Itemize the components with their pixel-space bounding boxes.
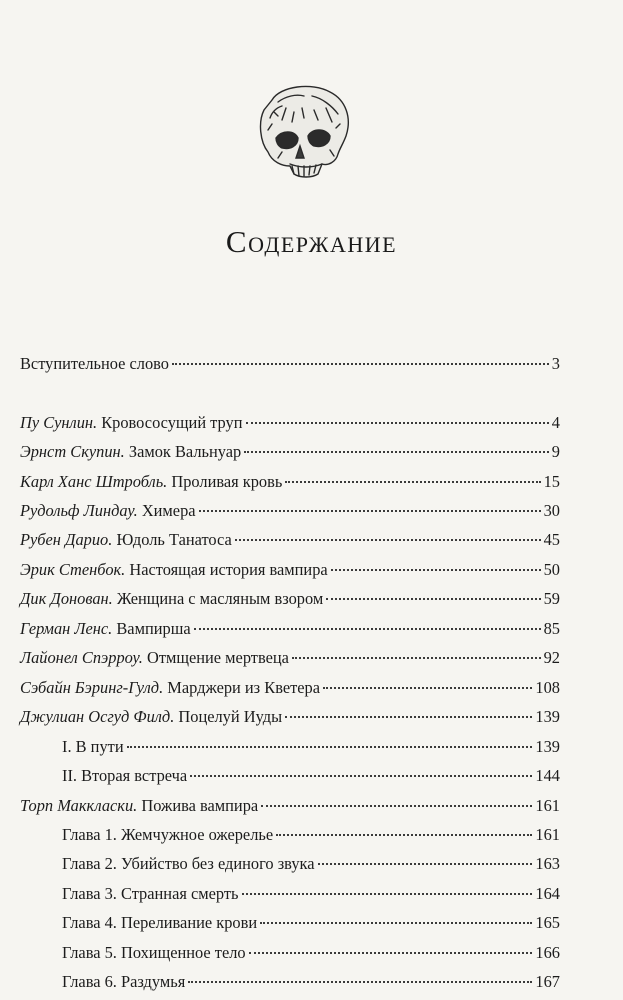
toc-entry-page: 45 [543,530,560,549]
toc-entry [20,470,560,494]
toc-subentry [62,735,560,759]
toc-entry-page: 161 [535,796,560,815]
toc-entry-author: Рудольф Линдау. [20,501,138,520]
toc-entry [20,411,560,435]
toc-entry-author: Рубен Дарио. [20,530,113,549]
toc-entry-page: 50 [543,560,560,579]
toc-entry-title: Замок Вальнуар [128,442,242,461]
toc-entry-title: I. В пути [62,737,124,756]
toc-entry-page: 15 [543,472,560,491]
dot-leader [276,833,532,836]
dot-leader [318,862,533,865]
toc-entry-page: 139 [535,707,560,726]
dot-leader [260,921,532,924]
toc-entry-page: 3 [551,354,560,373]
toc-entry-author: Сэбайн Бэринг-Гулд. [20,678,164,697]
toc-entry-title: Глава 4. Переливание крови [62,913,258,932]
toc-entry-title: Вступительное слово [20,354,169,373]
toc-entry-author: Эрик Стенбок. [20,560,126,579]
dot-leader [285,715,532,718]
toc-entry-title: Глава 1. Жемчужное ожерелье [62,825,274,844]
toc-entry-title: Поцелуй Иуды [178,707,283,726]
toc-entry-author: Герман Ленс. [20,619,113,638]
dot-leader [172,362,549,365]
toc-entry [20,558,560,582]
toc-entry-title: Химера [141,501,196,520]
dot-leader [292,656,541,659]
toc-entry [20,352,560,376]
toc-entry-title: Проливая кровь [171,472,283,491]
toc-entry-author: Лайонел Спэрроу. [20,648,143,667]
toc-entry-page: 4 [551,413,560,432]
toc-subentry [62,970,560,994]
dot-leader [261,804,532,807]
toc-subentry [62,911,560,935]
toc-entry-page: 164 [535,884,560,903]
toc-entry-page: 85 [543,619,560,638]
dot-leader [242,892,533,895]
toc-entry-page: 59 [543,589,560,608]
toc-entry-title: Глава 6. Раздумья [62,972,186,991]
toc-entry-page: 163 [535,854,560,873]
toc-entry-page: 166 [535,943,560,962]
toc-entry-author: Эрнст Скупин. [20,442,125,461]
toc-entry-page: 167 [535,972,560,991]
toc-entry-author: Дик Донован. [20,589,113,608]
toc-entry [20,440,560,464]
page-title: Содержание [225,224,398,259]
dot-leader [127,745,533,748]
toc-entry-page: 9 [551,442,560,461]
toc-entry-page: 144 [535,766,560,785]
toc-entry-title: Пожива вампира [141,796,259,815]
toc-entry-title: Глава 5. Похищенное тело [62,943,246,962]
skull-illustration-icon [242,78,360,186]
dot-leader [194,627,541,630]
toc-entry-page: 161 [535,825,560,844]
toc-entry [20,528,560,552]
toc-entry-title: Настоящая история вампира [129,560,328,579]
toc-entry-title: Отмщение мертвеца [147,648,289,667]
dot-leader [199,509,541,512]
dot-leader [188,980,532,983]
dot-leader [249,951,533,954]
toc-entry-title: Кровососущий труп [101,413,243,432]
toc-entry-author: Джулиан Осгуд Филд. [20,707,175,726]
toc-subentry [62,882,560,906]
toc-entry-author: Пу Сунлин. [20,413,98,432]
toc-entry [20,617,560,641]
toc-entry-page: 108 [535,678,560,697]
dot-leader [235,538,541,541]
toc-entry-page: 92 [543,648,560,667]
toc-entry-title: Юдоль Танатоса [116,530,232,549]
dot-leader [244,450,549,453]
toc-entry-title: Женщина с масляным взором [116,589,324,608]
dot-leader [326,597,540,600]
toc-entry-author: Карл Ханс Штробль. [20,472,168,491]
toc-entry-title: Марджери из Кветера [167,678,321,697]
toc-entry [20,587,560,611]
dot-leader [323,686,532,689]
toc-entry [20,646,560,670]
toc-entry [20,676,560,700]
toc-subentry [62,941,560,965]
toc-entry-author: Торп Макклаcки. [20,796,138,815]
toc-entry-title: Вампирша [116,619,191,638]
toc-entry-page: 165 [535,913,560,932]
dot-leader [246,421,549,424]
toc-entry-title: Глава 3. Странная смерть [62,884,239,903]
toc-entry-title: II. Вторая встреча [62,766,188,785]
toc-subentry [62,852,560,876]
toc-entry [20,794,560,818]
dot-leader [190,774,532,777]
dot-leader [331,568,541,571]
toc-entry [20,499,560,523]
toc-entry-page: 30 [543,501,560,520]
toc-subentry [62,823,560,847]
toc-subentry [62,764,560,788]
dot-leader [285,480,540,483]
toc-entry [20,705,560,729]
toc-entry-title: Глава 2. Убийство без единого звука [62,854,315,873]
toc-entry-page: 139 [535,737,560,756]
